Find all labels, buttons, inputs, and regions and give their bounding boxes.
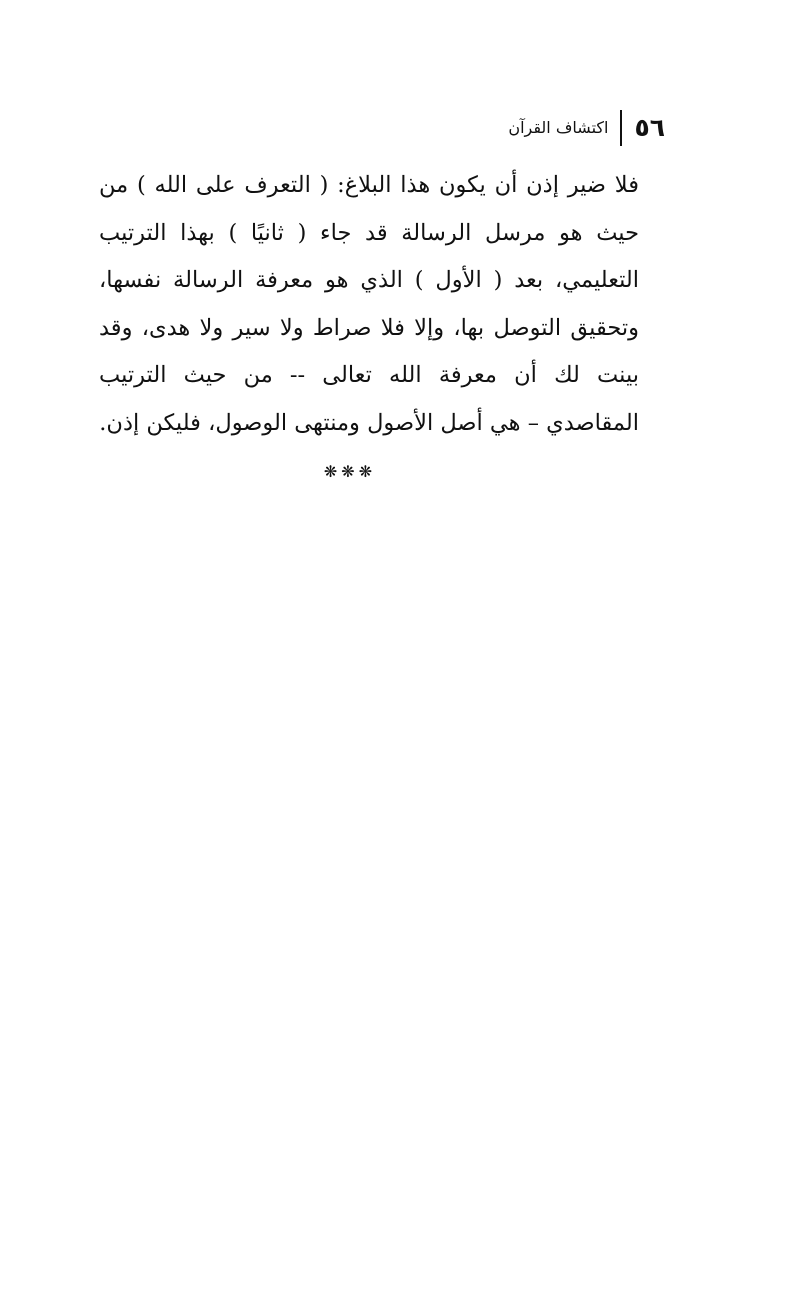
body-paragraph: فلا ضير إذن أن يكون هذا البلاغ: ( التعرف على الله ) من حيث هو مرسل الرسالة قد جاء ( ثانيًا ) بهذا الترتيب التعليمي، بعد ( الأول ) الذي هو معرفة الرسالة نفسها، وتحقيق التوصل بها، وإلا فلا صراط ولا سير ولا هدى، وقد بينت لك أن معرفة الله تعالى -- من حيث الترتيب المقاصدي – هي أصل الأصول ومنتهى الوصول، فليكن إذن. (99, 172, 639, 436)
book-title: اكتشاف القرآن (508, 118, 609, 137)
page-number: ٥٦ (634, 113, 665, 142)
running-header (508, 108, 665, 148)
header-divider (620, 110, 622, 146)
section-separator-icon: ❋❋❋ (323, 462, 377, 481)
